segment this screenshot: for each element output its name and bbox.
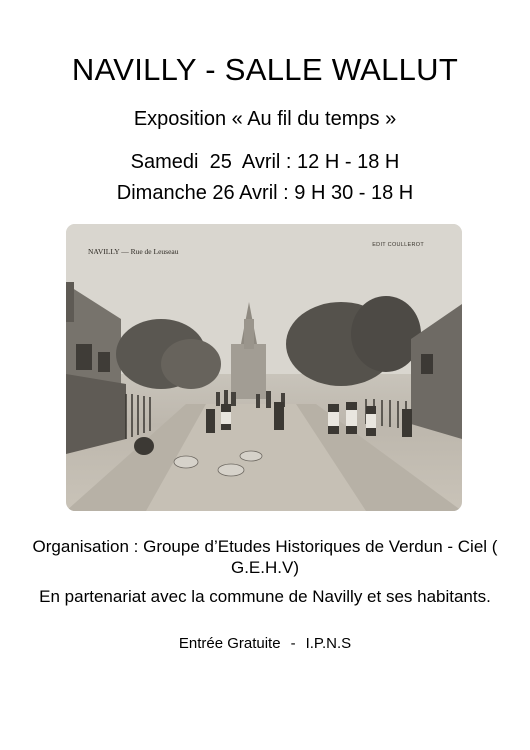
footer-separator: - <box>290 635 296 652</box>
date-saturday: Samedi 25 Avril : 12 H - 18 H <box>130 151 400 173</box>
village-street-illustration <box>66 224 462 511</box>
postcard-caption: NAVILLY — Rue de Leuseau <box>88 247 179 256</box>
date-sunday: Dimanche 26 Avril : 9 H 30 - 18 H <box>116 182 414 204</box>
poster-title: NAVILLY - SALLE WALLUT <box>71 52 459 87</box>
organisation-text: Organisation : Groupe d’Etudes Historiques de Verdun - Ciel ( G.E.H.V) <box>32 537 498 577</box>
postcard-editor: EDIT COULLEROT <box>372 242 424 248</box>
partnership-text: En partenariat avec la commune de Navilly et ses habitants. <box>39 587 491 606</box>
exhibition-subtitle: Exposition « Au fil du temps » <box>133 108 397 130</box>
ipns-label: I.P.N.S <box>305 635 352 652</box>
old-postcard-photo <box>66 224 462 511</box>
footer-line <box>0 635 530 652</box>
free-entry-label: Entrée Gratuite <box>178 635 281 652</box>
